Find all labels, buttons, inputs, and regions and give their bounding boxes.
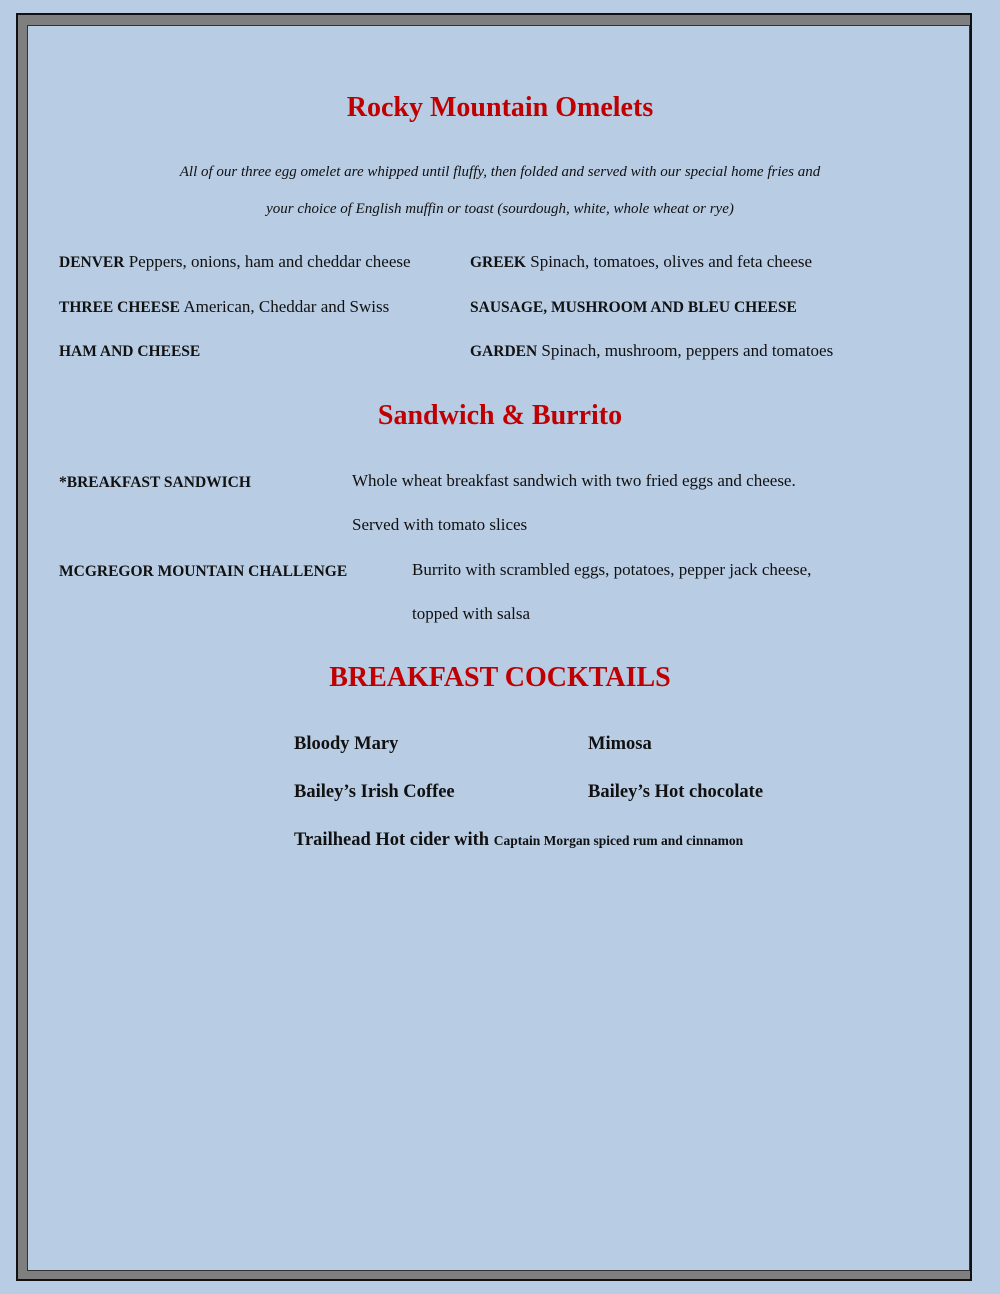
breakfast-sandwich-desc-line-2: Served with tomato slices xyxy=(352,515,528,534)
item-name: DENVER xyxy=(59,254,125,271)
item-name: SAUSAGE, MUSHROOM AND BLEU CHEESE xyxy=(470,299,797,316)
menu-item-sausage-mushroom-bleu xyxy=(470,297,797,317)
cocktail-baileys-irish-coffee: Bailey’s Irish Coffee xyxy=(294,782,455,802)
cocktail-bloody-mary: Bloody Mary xyxy=(294,734,399,754)
item-name: GREEK xyxy=(470,254,526,271)
item-name: MCGREGOR MOUNTAIN CHALLENGE xyxy=(59,563,348,580)
item-description: Peppers, onions, ham and cheddar cheese xyxy=(124,252,411,271)
item-description: Spinach, tomatoes, olives and feta cheese xyxy=(525,252,813,271)
item-name: *BREAKFAST SANDWICH xyxy=(59,474,251,491)
menu-item-greek xyxy=(470,252,812,272)
cider-detail: Captain Morgan spiced rum and cinnamon xyxy=(493,833,744,848)
item-name: GARDEN xyxy=(470,343,538,360)
menu-item-breakfast-sandwich-name xyxy=(59,472,251,492)
omelets-heading: Rocky Mountain Omelets xyxy=(346,92,654,123)
menu-item-ham-and-cheese xyxy=(59,341,200,361)
menu-item-garden xyxy=(470,341,833,361)
cocktail-trailhead-hot-cider xyxy=(294,830,743,851)
omelets-intro-line-1: All of our three egg omelet are whipped until fluffy, then folded and served with our special home fries and xyxy=(179,164,821,180)
sandwich-heading: Sandwich & Burrito xyxy=(377,400,623,431)
item-name: HAM AND CHEESE xyxy=(59,343,201,360)
menu-item-mcgregor-challenge-name xyxy=(59,561,347,581)
menu-item-denver xyxy=(59,252,411,272)
mcgregor-challenge-desc-line-2: topped with salsa xyxy=(412,604,531,623)
item-description: American, Cheddar and Swiss xyxy=(180,297,390,316)
cocktail-mimosa: Mimosa xyxy=(588,734,652,754)
mcgregor-challenge-desc-line-1: Burrito with scrambled eggs, potatoes, pepper jack cheese, xyxy=(412,560,812,579)
breakfast-sandwich-desc-line-1: Whole wheat breakfast sandwich with two fried eggs and cheese. xyxy=(352,471,796,490)
item-description: Spinach, mushroom, peppers and tomatoes xyxy=(537,341,834,360)
cocktail-baileys-hot-chocolate: Bailey’s Hot chocolate xyxy=(588,782,764,802)
cider-name: Trailhead Hot cider with xyxy=(294,830,494,850)
cocktails-heading: BREAKFAST COCKTAILS xyxy=(329,662,671,693)
item-name: THREE CHEESE xyxy=(59,299,181,316)
omelets-intro-line-2: your choice of English muffin or toast (sourdough, white, whole wheat or rye) xyxy=(266,201,734,217)
menu-item-three-cheese xyxy=(59,297,389,317)
